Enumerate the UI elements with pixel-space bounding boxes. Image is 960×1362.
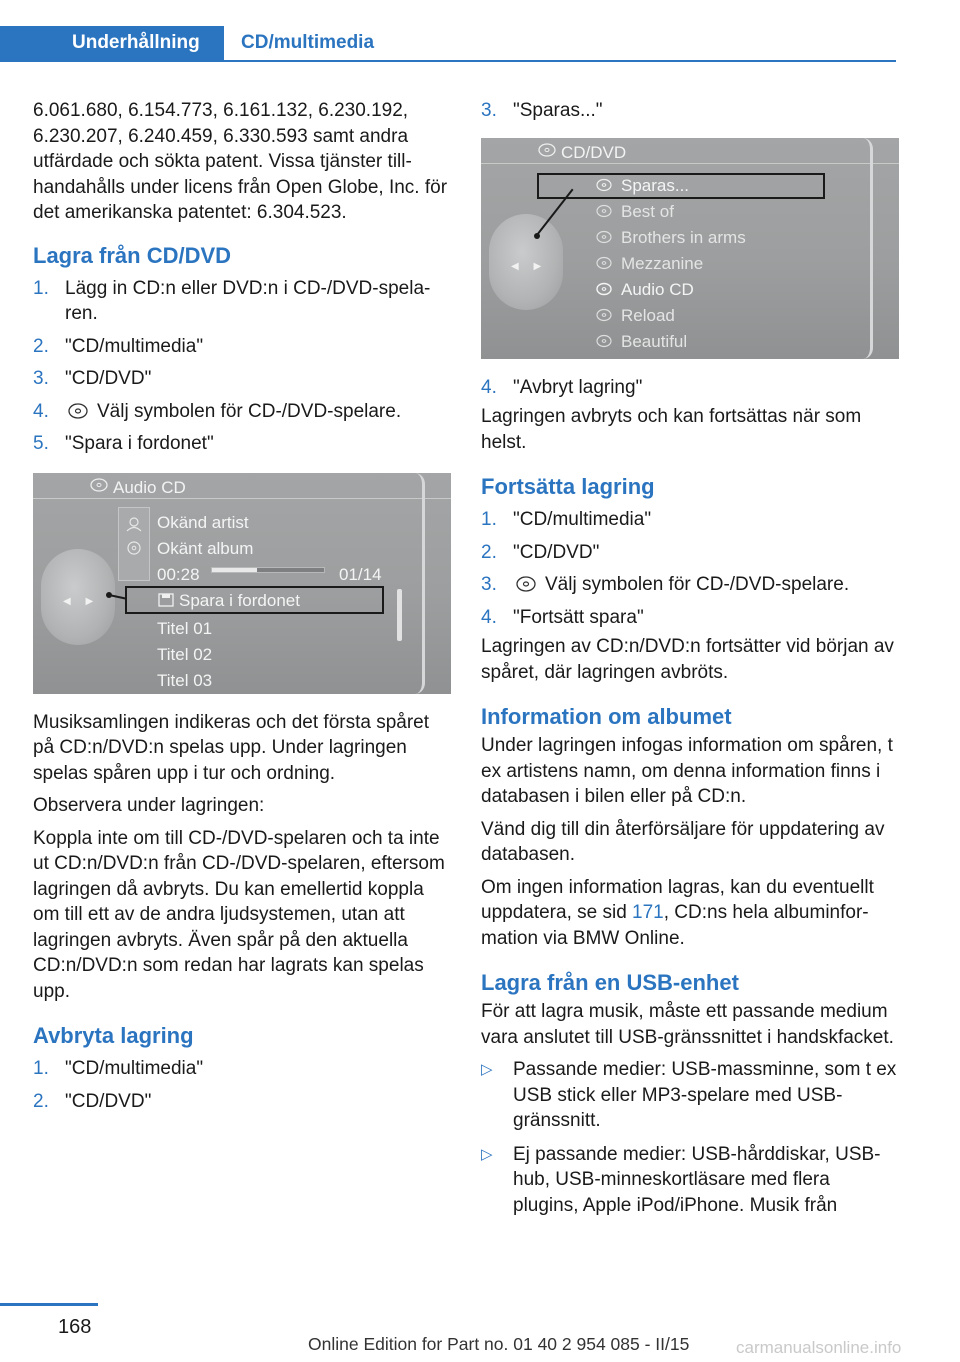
usb-bullets-list bbox=[481, 1057, 899, 1218]
bullet-text: Ej passande medier: USB-hårddiskar, USB-hub, USB-minneskortläsare med flera plugins, Apple iPod/iPhone. Musik från bbox=[513, 1143, 881, 1216]
heading-continue-saving: Fortsätta lagring bbox=[481, 474, 655, 499]
step-text: "CD/DVD" bbox=[513, 541, 600, 563]
bullet-text: Passande medier: USB-massminne, som t ex USB stick eller MP3-spelare med USB-gränssnitt. bbox=[513, 1059, 897, 1131]
screen-title-bar bbox=[481, 138, 899, 164]
cd-disc-icon bbox=[595, 256, 613, 270]
screen-edge-curve bbox=[415, 473, 425, 694]
list-item bbox=[33, 399, 451, 425]
cd-disc-icon bbox=[595, 230, 613, 244]
paragraph-collection: Musiksamlingen indikeras och det första spåret på CD:n/DVD:n spelas upp. Under lagringen spelas spåren upp i tur och ordning. bbox=[33, 711, 430, 784]
step-number: 2. bbox=[33, 335, 49, 357]
step-number: 3. bbox=[481, 574, 497, 595]
watermark: carmanualsonline.info bbox=[736, 1338, 902, 1357]
artist-icon bbox=[125, 516, 143, 532]
cd-disc-icon bbox=[595, 308, 613, 322]
cd-disc-icon bbox=[515, 575, 537, 593]
track-item[interactable]: Titel 03 bbox=[157, 670, 213, 690]
step-number: 4. bbox=[33, 400, 49, 422]
screen-title-bar bbox=[33, 473, 451, 499]
continue-steps-list bbox=[481, 507, 899, 630]
cd-disc-icon bbox=[537, 142, 557, 158]
paragraph-usb: För att lagra musik, måste ett passande medium vara anslutet till USB-gränssnittet i handskfacket. bbox=[481, 1001, 894, 1048]
list-item bbox=[33, 1089, 451, 1115]
menu-item-album[interactable]: Brothers in arms bbox=[621, 227, 746, 247]
screen-title: Audio CD bbox=[113, 477, 186, 497]
triangle-bullet-icon: ▷ bbox=[481, 1061, 493, 1078]
intro-paragraph: 6.061.680, 6.154.773, 6.161.132, 6.230.192, 6.230.207, 6.240.459, 6.330.593 samt andra utfärdade och sökta patent. Vissa tjänster tillhandahålls under licens från Open Globe, Inc. för det amerikanska patentet: 6.304.523. bbox=[33, 100, 448, 223]
step-text: "CD/multimedia" bbox=[65, 335, 204, 357]
heading-save-from-usb: Lagra från en USB-enhet bbox=[481, 970, 739, 995]
step-number: 3. bbox=[33, 368, 49, 389]
heading-save-from-cd: Lagra från CD/DVD bbox=[33, 242, 232, 268]
cd-disc-icon bbox=[595, 204, 613, 218]
list-item bbox=[481, 1057, 899, 1134]
page-reference-link[interactable]: 171 bbox=[632, 902, 664, 923]
edition-text: Online Edition for Part no. 01 40 2 954 085 - II/15 bbox=[308, 1334, 690, 1354]
list-item bbox=[481, 1142, 899, 1219]
step-text: "Avbryt lagring" bbox=[513, 376, 643, 398]
step-number: 2. bbox=[33, 1090, 49, 1112]
info-text: , CD:ns hela albuminformation via BMW Online. bbox=[481, 902, 869, 949]
controller-knob: ◀ ▶ bbox=[489, 214, 563, 310]
list-item bbox=[33, 366, 451, 392]
list-item bbox=[481, 572, 899, 598]
tab-cd-multimedia[interactable]: CD/multimedia bbox=[241, 32, 375, 53]
right-column bbox=[481, 98, 899, 1225]
track-item[interactable]: Titel 01 bbox=[157, 618, 213, 638]
step-number: 3. bbox=[481, 100, 497, 121]
menu-item-album[interactable]: Audio CD bbox=[621, 279, 694, 299]
list-item bbox=[33, 334, 451, 360]
idrive-screen-cd-dvd bbox=[481, 138, 899, 359]
cancel-steps-list bbox=[33, 1056, 451, 1114]
list-item bbox=[481, 375, 899, 401]
list-item bbox=[481, 605, 899, 631]
list-item bbox=[481, 540, 899, 566]
menu-item-album[interactable]: Beautiful bbox=[621, 331, 688, 351]
artist-label: Okänd artist bbox=[157, 512, 249, 532]
screen-edge-curve bbox=[863, 138, 873, 359]
step-number: 5. bbox=[33, 433, 49, 454]
step-text: "CD/multimedia" bbox=[65, 1058, 204, 1079]
heading-cancel-saving: Avbryta lagring bbox=[33, 1023, 194, 1048]
progress-fill bbox=[212, 568, 257, 572]
page-header bbox=[0, 26, 896, 62]
step-number: 2. bbox=[481, 541, 497, 563]
cancel-steps-continued bbox=[481, 375, 899, 401]
cd-disc-icon bbox=[67, 402, 89, 420]
album-label: Okänt album bbox=[157, 538, 254, 558]
menu-item-album[interactable]: Mezzanine bbox=[621, 253, 704, 273]
step-text: "Sparas..." bbox=[513, 100, 603, 121]
step-number: 4. bbox=[481, 376, 497, 398]
progress-bar bbox=[211, 567, 325, 573]
info-panel bbox=[118, 507, 150, 581]
step-number: 1. bbox=[481, 509, 497, 530]
cd-disc-icon bbox=[595, 282, 613, 296]
step-text: Välj symbolen för CD-/DVD-spelare. bbox=[545, 574, 850, 595]
scrollbar[interactable] bbox=[397, 589, 402, 641]
list-item bbox=[33, 431, 451, 457]
paragraph-cancel-result: Lagringen avbryts och kan fortsättas när som helst. bbox=[481, 406, 862, 453]
controller-knob: ◀ ▶ bbox=[41, 549, 115, 645]
step-text: "CD/DVD" bbox=[65, 1090, 152, 1112]
cancel-steps-continued bbox=[481, 98, 899, 124]
paragraph-info-1: Under lagringen infogas information om spåren, t ex artistens namn, om denna information finns i databasen i bilen eller på CD:n. bbox=[481, 735, 893, 807]
paragraph-warning: Koppla inte om till CD-/DVD-spelaren och ta inte ut CD:n/DVD:n från CD-/DVD-spelaren, eftersom lagringen då avbryts. Du kan emellertid koppla om till ett av de andra ljudsystemen, utan att lagringen avbryts. Även spår på den aktuella CD:n/DVD:n som redan har lagrats kan spelas upp. bbox=[33, 827, 445, 1002]
cd-disc-icon bbox=[595, 334, 613, 348]
cd-disc-icon bbox=[595, 178, 613, 192]
step-text: "CD/DVD" bbox=[65, 368, 152, 389]
step-number: 1. bbox=[33, 1058, 49, 1079]
track-item[interactable]: Titel 02 bbox=[157, 644, 213, 664]
tab-underhallning[interactable]: Underhållning bbox=[0, 26, 224, 60]
idrive-screen-audio-cd bbox=[33, 473, 451, 694]
step-text: Välj symbolen för CD-/DVD-spelare. bbox=[97, 400, 402, 422]
list-item bbox=[481, 98, 899, 124]
heading-album-info: Information om albumet bbox=[481, 704, 732, 729]
info-text: Om ingen information lagras, kan du eventuellt uppdatera, se sid bbox=[481, 876, 874, 923]
menu-item-album[interactable]: Best of bbox=[621, 201, 674, 221]
screen-title: CD/DVD bbox=[561, 142, 627, 162]
menu-item-album[interactable]: Reload bbox=[621, 305, 675, 325]
paragraph-observe: Observera under lagringen: bbox=[33, 795, 265, 816]
paragraph-info-2: Vänd dig till din återförsäljare för uppdatering av databasen. bbox=[481, 818, 885, 865]
step-text: "Fortsätt spara" bbox=[513, 606, 644, 628]
save-steps-list bbox=[33, 276, 451, 457]
page-number: 168 bbox=[58, 1316, 92, 1338]
triangle-bullet-icon: ▷ bbox=[481, 1145, 493, 1163]
header-rule bbox=[0, 60, 896, 62]
step-text: "Spara i fordonet" bbox=[65, 433, 214, 454]
cd-disc-icon bbox=[89, 477, 109, 493]
album-icon bbox=[125, 540, 143, 556]
footer-rule bbox=[0, 1303, 98, 1306]
list-item bbox=[33, 276, 451, 327]
step-number: 1. bbox=[33, 277, 49, 299]
menu-item-save-in-vehicle[interactable]: Spara i fordonet bbox=[179, 590, 300, 610]
save-icon bbox=[157, 592, 175, 608]
list-item bbox=[481, 507, 899, 533]
step-number: 4. bbox=[481, 606, 497, 628]
step-text: Lägg in CD:n eller DVD:n i CD-/DVD-spelaren. bbox=[65, 277, 431, 324]
menu-item-saving[interactable]: Sparas... bbox=[621, 175, 690, 195]
paragraph-continue-result: Lagringen av CD:n/DVD:n fortsätter vid början av spåret, där lagringen avbröts. bbox=[481, 636, 894, 683]
step-text: "CD/multimedia" bbox=[513, 509, 652, 530]
elapsed-time: 00:28 bbox=[157, 564, 200, 584]
list-item bbox=[33, 1056, 451, 1082]
track-position: 01/14 bbox=[339, 564, 382, 584]
paragraph-info-3 bbox=[481, 875, 899, 952]
left-column bbox=[33, 98, 451, 1121]
